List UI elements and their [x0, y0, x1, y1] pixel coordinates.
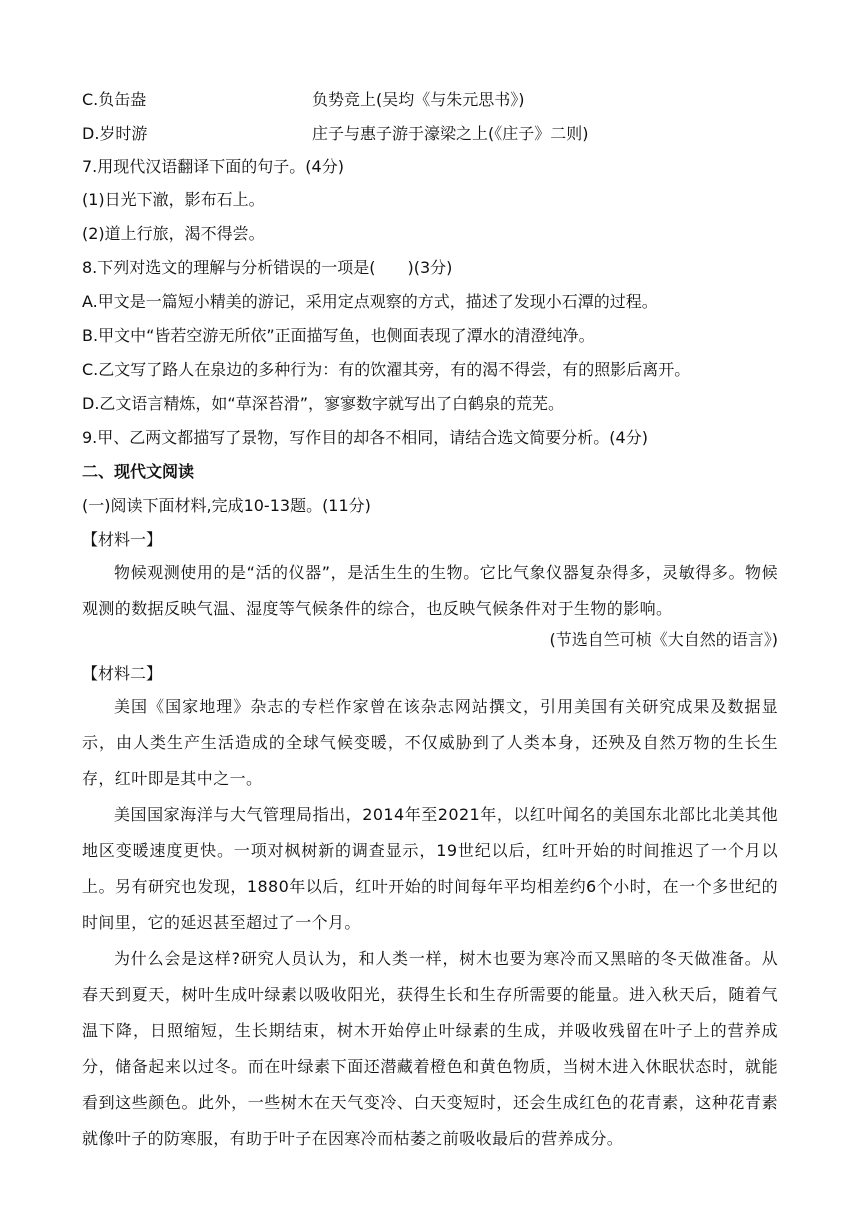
- question-7-stem: 7.用现代汉语翻译下面的句子。(4分): [82, 157, 344, 176]
- question-9-stem: 9.甲、乙两文都描写了景物，写作目的却各不相同，请结合选文简要分析。(4分): [82, 428, 648, 447]
- option-d-source: 庄子与惠子游于濠梁之上(《庄子》二则): [312, 124, 589, 143]
- question-8-option-d: D.乙文语言精炼，如“草深苔滑”，寥寥数字就写出了白鹤泉的荒芜。: [82, 394, 564, 413]
- material-2-paragraph-3: 为什么会是这样?研究人员认为，和人类一样，树木也要为寒冷而又黑暗的冬天做准备。从春天到夏天，树叶生成叶绿素以吸收阳光，获得生长和生存所需要的能量。进入秋天后，随着气温下降，日照缩短，生长期结束，树木开始停止叶绿素的生成，并吸收残留在叶子上的营养成分，储备起来以过冬。而在叶绿素下面还潜藏着橙色和黄色物质，当树木进入休眠状态时，就能看到这些颜色。此外，一些树木在天气变冷、白天变短时，还会生成红色的花青素，这种花青素就像叶子的防寒服，有助于叶子在因寒冷而枯萎之前吸收最后的营养成分。: [82, 949, 778, 1148]
- question-8-option-b: B.甲文中“皆若空游无所依”正面描写鱼，也侧面表现了潭水的清澄纯净。: [82, 326, 595, 345]
- material-1-source: (节选自竺可桢《大自然的语言》): [549, 630, 778, 649]
- option-c-label: C.负缶盎: [82, 90, 147, 109]
- question-8-option-a: A.甲文是一篇短小精美的游记，采用定点观察的方式，描述了发现小石潭的过程。: [82, 292, 658, 311]
- question-8-stem: 8.下列对选文的理解与分析错误的一项是( )(3分): [82, 258, 453, 277]
- material-1-text: 物候观测使用的是“活的仪器”，是活生生的生物。它比气象仪器复杂得多，灵敏得多。物候观测的数据反映气温、湿度等气候条件的综合，也反映气候条件对于生物的影响。: [82, 563, 778, 618]
- option-c-source: 负势竞上(吴均《与朱元思书》): [312, 90, 525, 109]
- material-2-label: 【材料二】: [82, 664, 163, 683]
- question-8-option-c: C.乙文写了路人在泉边的多种行为：有的饮濯其旁，有的渴不得尝，有的照影后离开。: [82, 360, 691, 379]
- material-1-label: 【材料一】: [82, 530, 163, 549]
- material-2-paragraph-1: 美国《国家地理》杂志的专栏作家曾在该杂志网站撰文，引用美国有关研究成果及数据显示，由人类生产生活造成的全球气候变暖，不仅威胁到了人类本身，还殃及自然万物的生长生存，红叶即是其中之一。: [82, 697, 778, 788]
- section-2-title: 二、现代文阅读: [82, 462, 195, 481]
- option-d-label: D.岁时游: [82, 124, 148, 143]
- material-2-paragraph-2: 美国国家海洋与大气管理局指出，2014年至2021年，以红叶闻名的美国东北部比北美其他地区变暖速度更快。一项对枫树新的调查显示，19世纪以后，红叶开始的时间推迟了一个月以上。另有研究也发现，1880年以后，红叶开始的时间每年平均相差约6个小时，在一个多世纪的时间里，它的延迟甚至超过了一个月。: [82, 805, 778, 932]
- section-2-intro: (一)阅读下面材料,完成10-13题。(11分): [82, 496, 371, 515]
- question-7-item-1: (1)日光下澈，影布石上。: [82, 190, 265, 209]
- question-7-item-2: (2)道上行旅，渴不得尝。: [82, 224, 265, 243]
